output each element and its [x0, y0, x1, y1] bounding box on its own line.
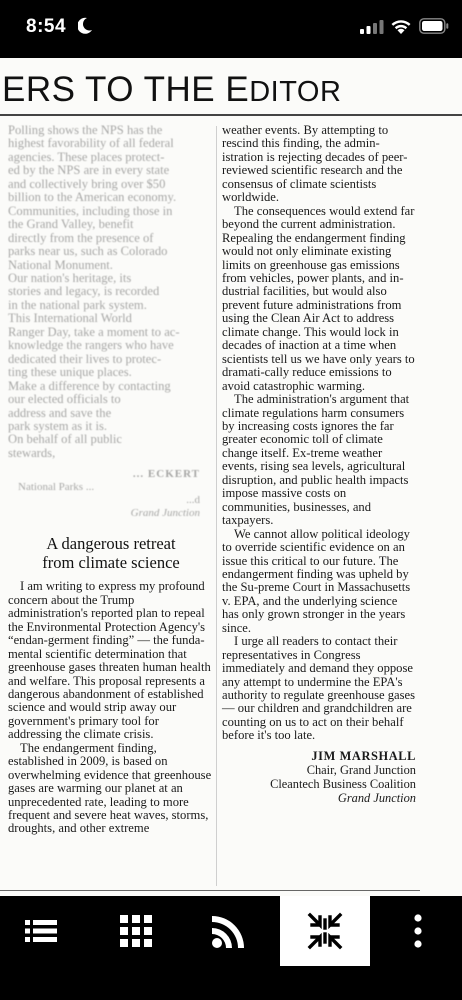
letter-paragraph: I urge all readers to contact their representatives in Congress immediately and demand they oppose any attempt to undermine the EPA's authority to regulate greenhouse gases — our children and grandchildren are counting on us to act on their behalf before it's too late. — [222, 634, 416, 743]
grid-icon — [119, 914, 153, 948]
faded-letter-line: stewards, — [8, 445, 56, 460]
faded-letter-line: Polling shows the NPS has the — [8, 123, 163, 137]
section-title — [2, 70, 341, 110]
column-divider — [216, 126, 217, 886]
letter-paragraph: The endangerment finding, established in 2009, is based on overwhelming evidence that greenhouse gases are warming our planet at an unprecedented rate, leading to more frequent and severe heat waves, storms, droughts, and other extreme — [8, 740, 212, 836]
more-vertical-icon — [413, 914, 423, 948]
signature-org: Cleantech Business Coalition — [270, 776, 416, 791]
sections-list-button[interactable] — [10, 896, 72, 966]
faded-sig-name: ... ECKERT — [132, 468, 200, 481]
faded-letter-line: directly from the presence of — [8, 230, 154, 245]
section-rule — [0, 114, 462, 116]
signature-title: Chair, Grand Junction — [306, 762, 416, 777]
faded-letter-line: and collectively bring over $50 — [8, 176, 166, 191]
right-column — [222, 124, 416, 805]
faded-letter-body — [8, 124, 214, 460]
faded-letter-line: our elected officials to — [8, 392, 121, 407]
signature-name: JIM MARSHALL — [311, 748, 416, 763]
feed-button[interactable] — [198, 896, 260, 966]
letter-paragraph: I am writing to express my profound concern about the Trump administration's reported plan to repeal the Environmental Protection Agency's “endan-germent finding” — the funda-mental scientific determination that greenhouse gases threaten human health and welfare. This proposal represents a dangerous abandonment of established science and would strip away our government's primary tool for addressing the climate crisis. — [8, 579, 211, 742]
faded-letter-line: in the national park system. — [8, 297, 147, 312]
pages-grid-button[interactable] — [105, 896, 167, 966]
letter-paragraph: The administration's argument that climate regulations harm consumers by increasing costs ignores the far greater economic toll of climate change itself. Ex-treme weather events, rising sea levels, agricultural disruption, and public health impacts impose massive costs on communities, businesses, and taxpayers. — [222, 392, 410, 528]
wifi-icon — [390, 18, 412, 35]
faded-letter-signature — [8, 468, 214, 520]
signature-town: Grand Junction — [337, 790, 416, 805]
faded-letter-line: Communities, including those in — [8, 203, 173, 218]
faded-sig-org: National Parks ... — [18, 481, 95, 494]
faded-letter-line: dedicated their lives to protec- — [8, 351, 162, 366]
faded-letter-line: On behalf of all public — [8, 432, 123, 447]
faded-letter-line: knowledge the rangers who have — [8, 338, 174, 353]
section-title-initial: E — [225, 70, 250, 109]
moon-icon — [78, 17, 93, 34]
status-bar — [0, 0, 462, 58]
masthead-logo-icon — [306, 912, 344, 950]
letter-body-right — [222, 124, 416, 743]
newspaper-page[interactable] — [0, 58, 462, 896]
faded-letter-line: This International World — [8, 311, 132, 326]
faded-letter — [8, 124, 214, 520]
section-title-part: ERS TO THE — [2, 70, 226, 109]
letter-signature — [222, 749, 416, 805]
faded-letter-line: ed by the NPS are in every state — [8, 163, 170, 178]
faded-letter-line: stories and legacy, is recorded — [8, 284, 160, 299]
faded-letter-line: agencies. These places protect- — [8, 149, 165, 164]
faded-letter-line: parks near us, such as Colorado — [8, 244, 168, 259]
faded-letter-line: Our nation's heritage, its — [8, 270, 132, 285]
faded-letter-line: Make a difference by contacting — [8, 378, 171, 393]
left-column — [8, 124, 214, 836]
bottom-rule — [0, 890, 420, 891]
faded-letter-line: National Monument. — [8, 257, 113, 272]
bottom-toolbar — [0, 896, 462, 1000]
faded-letter-line: address and save the — [8, 405, 112, 420]
masthead-home-button[interactable] — [280, 896, 370, 966]
letter-paragraph: weather events. By attempting to rescind this finding, the admin-istration is rejecting decades of peer-reviewed scientific research and the consensus of climate scientists worldwide. — [222, 123, 408, 205]
faded-letter-line: the Grand Valley, benefit — [8, 217, 134, 232]
more-options-button[interactable] — [396, 896, 440, 966]
faded-letter-line: highest favorability of all federal — [8, 136, 174, 151]
headline-line-2: from climate science — [42, 553, 180, 573]
battery-icon — [419, 18, 449, 34]
status-time: 8:54 — [26, 16, 67, 37]
letter-paragraph: The consequences would extend far beyond the current administration. Repealing the endangerment finding would not only eliminate existing limits on greenhouse gas emissions from vehicles, power plants, and in-dustrial facilities, but would also prevent future administrations from using the Clean Air Act to address climate change. This would lock in decades of inaction at a time when scientists tell us we have only years to dramati-cally reduce emissions to avoid catastrophic warming. — [222, 203, 415, 393]
letter-paragraph: We cannot allow political ideology to override scientific evidence on an issue this critical to our future. The endangerment finding was upheld by the Su-preme Court in Massachusetts v. EPA, and the underlying science has only grown stronger in the years since. — [222, 526, 411, 635]
faded-sig-suffix: ...d — [186, 494, 200, 507]
letter-body-left — [8, 580, 214, 836]
rss-icon — [211, 913, 247, 949]
section-title-small: DITOR — [249, 76, 342, 108]
letter-headline — [8, 534, 214, 572]
list-icon — [23, 916, 59, 946]
signal-icon — [360, 20, 384, 34]
faded-letter-line: billion to the American economy. — [8, 190, 177, 205]
faded-letter-line: ting these unique places. — [8, 365, 132, 380]
faded-letter-line: park system as it is. — [8, 418, 107, 433]
headline-line-1: A dangerous retreat — [46, 534, 176, 554]
faded-sig-town: Grand Junction — [130, 507, 200, 520]
faded-letter-line: Ranger Day, take a moment to ac- — [8, 324, 180, 339]
